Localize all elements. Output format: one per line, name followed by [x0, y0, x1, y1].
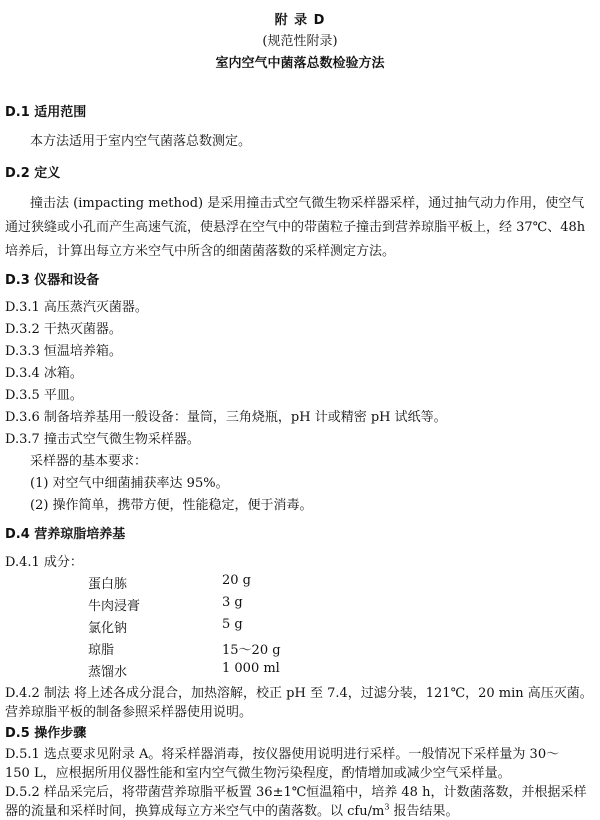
section-d3-item: D.3.5 平皿。	[5, 388, 83, 403]
section-d5-1-line2: 150 L，应根据所用仪器性能和室内空气微生物污染程度，酌情增加或减少空气采样量。	[5, 766, 511, 781]
section-d5-2-line2-text: 器的流量和采样时间，换算成每立方米空气中的菌落数。以 cfu/m	[5, 804, 385, 819]
section-d3-item: D.3.1 高压蒸汽灭菌器。	[5, 300, 148, 315]
sampler-requirement-1: (1) 对空气中细菌捕获率达 95%。	[30, 476, 229, 491]
appendix-title: 室内空气中菌落总数检验方法	[215, 56, 385, 71]
ingredient-amount: 15～20 g	[222, 643, 281, 658]
section-d2-line3: 培养后，计算出每立方米空气中所含的细菌菌落数的采样测定方法。	[5, 244, 396, 259]
section-d5-2-line2-end: 报告结果。	[389, 804, 459, 819]
unit-superscript: 3	[384, 802, 390, 812]
section-d3-item: D.3.6 制备培养基用一般设备：量筒，三角烧瓶，pH 计或精密 pH 试纸等。	[5, 410, 447, 425]
section-d2-line2: 通过狭缝或小孔而产生高速气流，使悬浮在空气中的带菌粒子撞击到营养琼脂平板上，经 37℃、48h	[5, 220, 586, 235]
section-d5-1-line1: D.5.1 选点要求见附录 A。将采样器消毒，按仪器使用说明进行采样。一般情况下采样量为 30～	[5, 747, 560, 762]
section-d4-2-line1: D.4.2 制法 将上述各成分混合，加热溶解，校正 pH 至 7.4，过滤分装，121℃，20 min 高压灭菌。	[5, 686, 593, 701]
ingredient-name: 蛋白胨	[88, 577, 128, 592]
section-d3-item: D.3.3 恒温培养箱。	[5, 344, 122, 359]
appendix-label: 附 录 D	[274, 13, 326, 28]
ingredient-amount: 20 g	[222, 573, 251, 588]
section-d3-item: D.3.2 干热灭菌器。	[5, 322, 122, 337]
ingredient-amount: 1 000 ml	[222, 661, 280, 676]
section-d3-item: D.3.7 撞击式空气微生物采样器。	[5, 432, 200, 447]
section-d2-line1: 撞击法 (impacting method) 是采用撞击式空气微生物采样器采样，通过抽气动力作用，使空气	[30, 196, 585, 211]
sampler-requirement-2: (2) 操作简单，携带方便，性能稳定，便于消毒。	[30, 498, 313, 513]
ingredient-name: 牛肉浸膏	[88, 599, 141, 614]
ingredient-amount: 3 g	[222, 595, 243, 610]
appendix-type: (规范性附录)	[262, 34, 338, 49]
ingredient-amount: 5 g	[222, 617, 243, 632]
section-d1-heading: D.1 适用范围	[5, 105, 87, 120]
section-d5-2-line1: D.5.2 样品采完后，将带菌营养琼脂平板置 36±1℃恒温箱中，培养 48 h，计数菌落数，并根据采样	[5, 785, 587, 800]
section-d5-2-line2	[5, 800, 459, 819]
sampler-requirements-intro: 采样器的基本要求：	[30, 454, 148, 469]
ingredient-name: 琼脂	[88, 643, 115, 658]
section-d3-heading: D.3 仪器和设备	[5, 273, 100, 288]
section-d2-heading: D.2 定义	[5, 166, 61, 181]
ingredient-name: 蒸馏水	[88, 665, 128, 680]
section-d4-1-label: D.4.1 成分：	[5, 555, 83, 570]
ingredient-name: 氯化钠	[88, 621, 128, 636]
section-d3-item: D.3.4 冰箱。	[5, 366, 83, 381]
section-d1-text: 本方法适用于室内空气菌落总数测定。	[30, 134, 252, 149]
section-d5-heading: D.5 操作步骤	[5, 726, 87, 741]
section-d4-2-line2: 营养琼脂平板的制备参照采样器使用说明。	[5, 705, 253, 720]
section-d4-heading: D.4 营养琼脂培养基	[5, 527, 126, 542]
